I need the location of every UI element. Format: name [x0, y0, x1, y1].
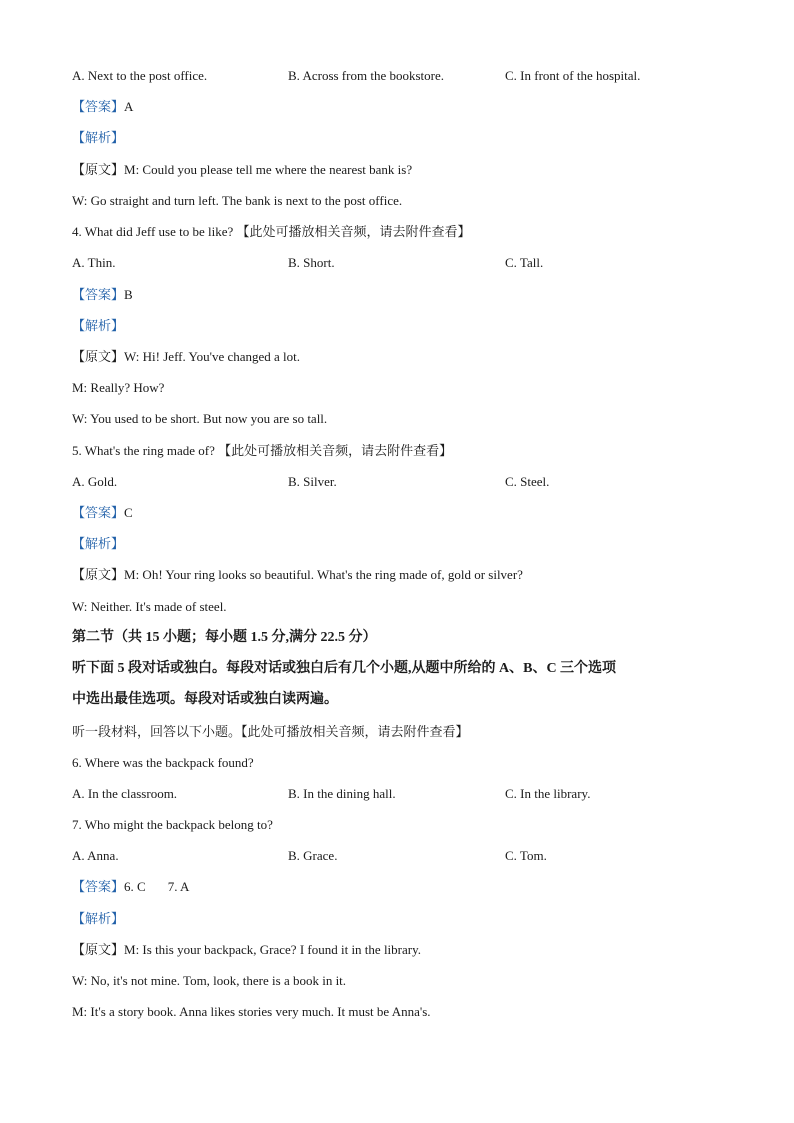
q4-option-c: C. Tall. [505, 255, 544, 270]
q5-option-c: C. Steel. [505, 474, 550, 489]
q4-transcript-line-3: W: You used to be short. But now you are so tall. [72, 411, 328, 426]
q67-transcript-line-3: M: It's a story book. Anna likes stories very much. It must be Anna's. [72, 1004, 431, 1019]
q5-option-b: B. Silver. [288, 474, 337, 489]
q3-transcript-line-1: 【原文】M: Could you please tell me where the nearest bank is? [72, 162, 413, 177]
section2-instruction-1: 听下面 5 段对话或独白。每段对话或独白后有几个小题,从题中所给的 A、B、C 三个选项 [72, 661, 617, 676]
q4-transcript-line-1: 【原文】W: Hi! Jeff. You've changed a lot. [72, 349, 301, 364]
q5-question: 5. What's the ring made of? 【此处可播放相关音频，请去附件查看】 [72, 443, 453, 458]
q4-option-a: A. Thin. [72, 255, 116, 270]
q5-answer: 【答案】C [72, 505, 133, 520]
q3-transcript-line-2: W: Go straight and turn left. The bank is next to the post office. [72, 193, 403, 208]
q4-analysis-tag: 【解析】 [72, 318, 125, 333]
section2-material: 听一段材料，回答以下小题。【此处可播放相关音频，请去附件查看】 [72, 724, 469, 739]
section2-instruction-2: 中选出最佳选项。每段对话或独白读两遍。 [72, 692, 338, 707]
q6-option-b: B. In the dining hall. [288, 786, 396, 801]
q4-question: 4. What did Jeff use to be like? 【此处可播放相关音频，请去附件查看】 [72, 224, 471, 239]
q4-answer: 【答案】B [72, 287, 133, 302]
q67-transcript-line-1: 【原文】M: Is this your backpack, Grace? I found it in the library. [72, 942, 421, 957]
q67-answer: 【答案】6. C 7. A [72, 879, 190, 894]
q7-question: 7. Who might the backpack belong to? [72, 817, 273, 832]
section2-heading: 第二节（共 15 小题；每小题 1.5 分,满分 22.5 分） [72, 630, 377, 645]
q67-transcript-line-2: W: No, it's not mine. Tom, look, there is a book in it. [72, 973, 347, 988]
q6-option-c: C. In the library. [505, 786, 591, 801]
q5-option-a: A. Gold. [72, 474, 118, 489]
q7-option-b: B. Grace. [288, 848, 338, 863]
q67-analysis-tag: 【解析】 [72, 911, 125, 926]
q3-analysis-tag: 【解析】 [72, 130, 125, 145]
q4-option-b: B. Short. [288, 255, 335, 270]
q3-option-c: C. In front of the hospital. [505, 68, 641, 83]
q5-transcript-line-2: W: Neither. It's made of steel. [72, 599, 227, 614]
q4-transcript-line-2: M: Really? How? [72, 380, 165, 395]
q7-option-a: A. Anna. [72, 848, 119, 863]
q3-answer: 【答案】A [72, 99, 134, 114]
q6-question: 6. Where was the backpack found? [72, 755, 254, 770]
q6-option-a: A. In the classroom. [72, 786, 178, 801]
q7-option-c: C. Tom. [505, 848, 547, 863]
q3-option-b: B. Across from the bookstore. [288, 68, 444, 83]
q3-option-a: A. Next to the post office. [72, 68, 208, 83]
q5-analysis-tag: 【解析】 [72, 536, 125, 551]
q5-transcript-line-1: 【原文】M: Oh! Your ring looks so beautiful. What's the ring made of, gold or silver? [72, 567, 523, 582]
